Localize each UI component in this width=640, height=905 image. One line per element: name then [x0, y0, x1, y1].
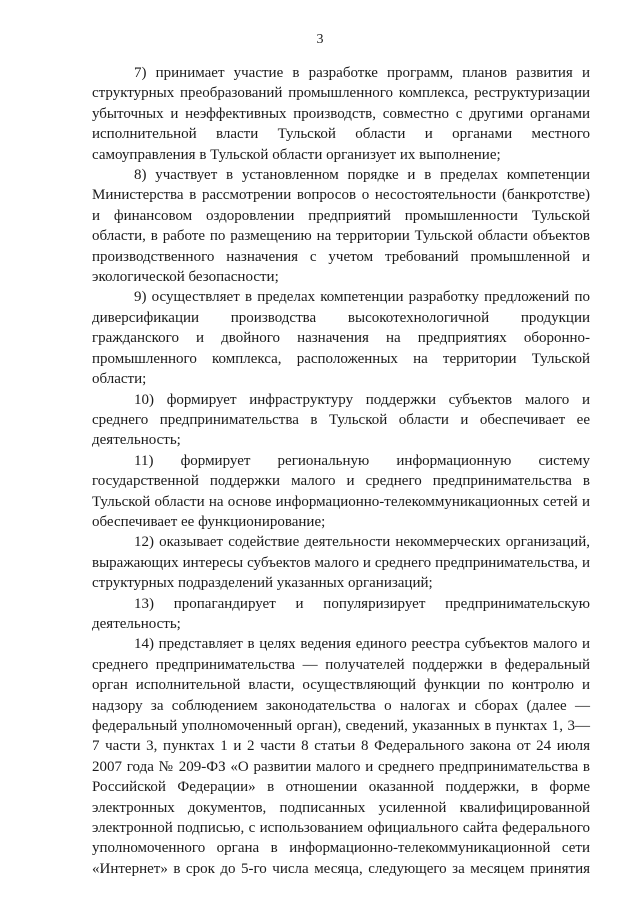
paragraph-item-11: 11) формирует региональную информационную систему государственной поддержки малого и среднего предпринимательства в Тульской области на основе информационно-телекоммуникационных сетей и обеспечивает ее функционирование;	[92, 452, 590, 530]
paragraph-item-9: 9) осуществляет в пределах компетенции разработку предложений по диверсификации производства высокотехнологичной продукции гражданского и двойного назначения на предприятиях оборонно-промышленного комплекса, расположенных на территории Тульской области;	[92, 289, 590, 388]
paragraph-item-8: 8) участвует в установленном порядке и в пределах компетенции Министерства в рассмотрении вопросов о несостоятельности (банкротстве) и финансовом оздоровлении предприятий промышленности Тульской области, в работе по размещению на территории Тульской области объектов производственного назначения с учетом требований промышленной и экологической безопасности;	[92, 167, 590, 286]
paragraph-item-10: 10) формирует инфраструктуру поддержки субъектов малого и среднего предпринимательства в Тульской области и обеспечивает ее деятельность;	[92, 391, 590, 449]
paragraph-item-12: 12) оказывает содействие деятельности некоммерческих организаций, выражающих интересы субъектов малого и среднего предпринимательства, и структурных подразделений указанных организаций;	[92, 534, 590, 592]
paragraph-item-7: 7) принимает участие в разработке программ, планов развития и структурных преобразований промышленного комплекса, реструктуризации убыточных и неэффективных производств, совместно с другими органами исполнительной власти Тульской области и органами местного самоуправления в Тульской области организует их выполнение;	[92, 65, 590, 163]
document-body	[92, 63, 590, 879]
paragraph-item-13: 13) пропагандирует и популяризирует предпринимательскую деятельность;	[92, 595, 590, 632]
paragraph-item-14: 14) представляет в целях ведения единого реестра субъектов малого и среднего предпринимательства — получателей поддержки в федеральный орган исполнительной власти, осуществляющий функции по контролю и надзору за соблюдением законодательства о налогах и сборах (далее — федеральный уполномоченный орган), сведений, указанных в пунктах 1, 3—7 части 3, пунктах 1 и 2 части 8 статьи 8 Федерального закона от 24 июля 2007 года № 209-ФЗ «О развитии малого и среднего предпринимательства в Российской Федерации» в отношении оказанной поддержки, в форме электронных документов, подписанных усиленной квалифицированной электронной подписью, с использованием официального сайта федерального уполномоченного органа в информационно-телекоммуникационной сети «Интернет» в срок до 5-го числа месяца, следующего за месяцем принятия	[92, 636, 590, 877]
page-number: 3	[316, 32, 324, 47]
